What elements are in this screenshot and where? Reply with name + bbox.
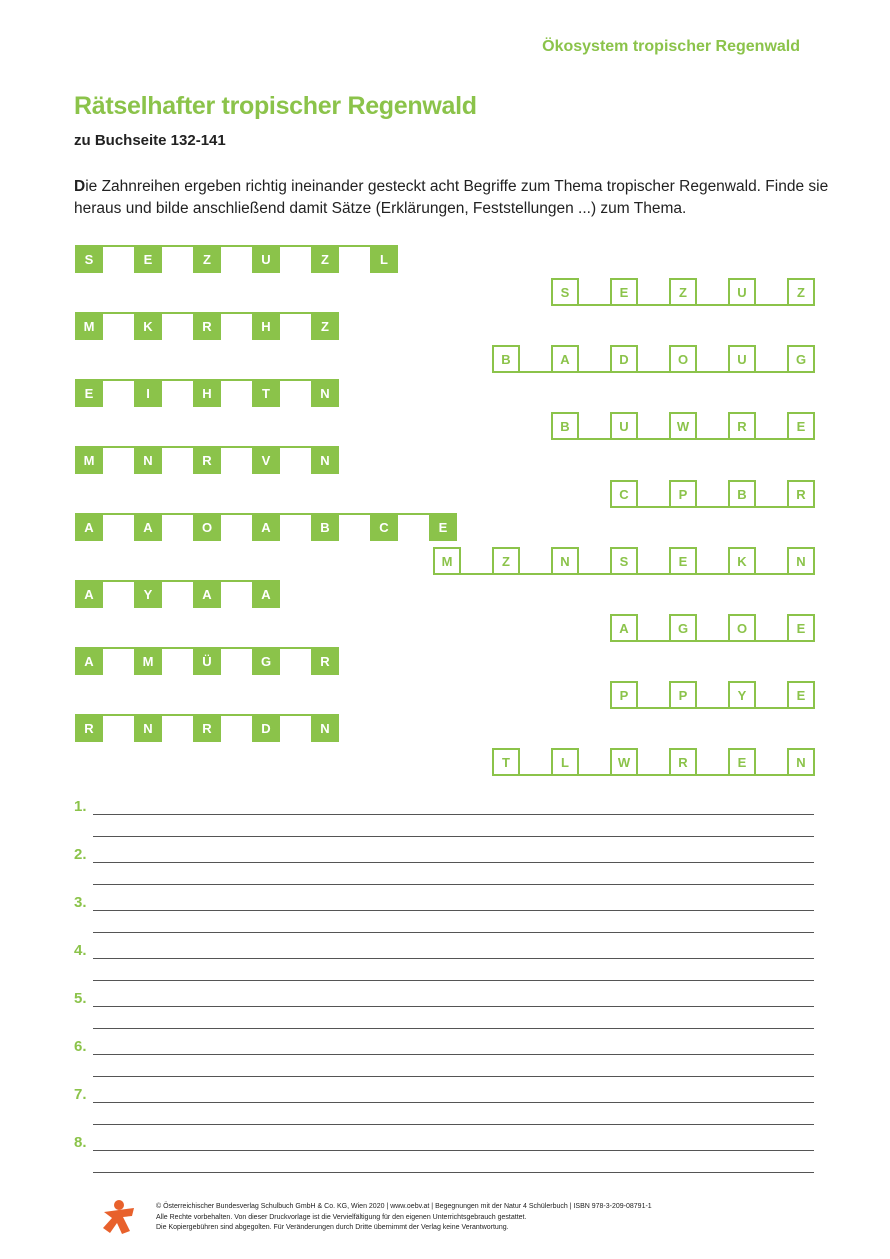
- left-letter-tile: S: [75, 245, 103, 273]
- answer-block: [74, 988, 814, 1036]
- left-letter-tile: U: [252, 245, 280, 273]
- left-letter-tile: A: [75, 647, 103, 675]
- right-letter-tile: U: [610, 412, 638, 440]
- right-letter-tile: O: [669, 345, 697, 373]
- right-row-connector: [610, 480, 815, 508]
- left-letter-tile: N: [311, 446, 339, 474]
- left-letter-tile: B: [311, 513, 339, 541]
- right-letter-tile: K: [728, 547, 756, 575]
- left-letter-tile: L: [370, 245, 398, 273]
- publisher-logo-icon: [100, 1198, 138, 1236]
- right-letter-tile: E: [787, 681, 815, 709]
- right-letter-tile: E: [728, 748, 756, 776]
- left-letter-tile: K: [134, 312, 162, 340]
- left-letter-tile: A: [75, 580, 103, 608]
- left-letter-tile: A: [252, 513, 280, 541]
- left-letter-tile: C: [370, 513, 398, 541]
- right-letter-tile: E: [787, 614, 815, 642]
- right-letter-tile: U: [728, 345, 756, 373]
- footer-copyright: © Österreichischer Bundesverlag Schulbuch GmbH & Co. KG, Wien 2020 | www.oebv.at | Begegnungen mit der Natur 4 Schülerbuch | ISBN 978-3-209-08791-1: [156, 1203, 652, 1210]
- right-row-connector: [551, 412, 815, 440]
- answer-block: [74, 796, 814, 844]
- instructions: [74, 176, 834, 220]
- right-letter-tile: U: [728, 278, 756, 306]
- answer-writing-line[interactable]: [93, 1172, 814, 1173]
- answer-writing-line[interactable]: [93, 980, 814, 981]
- answer-area: [74, 796, 814, 1180]
- left-letter-tile: A: [134, 513, 162, 541]
- right-letter-tile: E: [610, 278, 638, 306]
- left-letter-tile: R: [75, 714, 103, 742]
- answer-block: [74, 940, 814, 988]
- answer-number: 4.: [74, 942, 87, 959]
- left-letter-tile: A: [252, 580, 280, 608]
- left-letter-tile: H: [193, 379, 221, 407]
- right-row-connector: [433, 547, 815, 575]
- left-letter-tile: Z: [311, 312, 339, 340]
- right-letter-tile: T: [492, 748, 520, 776]
- right-row-connector: [551, 278, 815, 306]
- right-letter-tile: R: [787, 480, 815, 508]
- left-letter-tile: Y: [134, 580, 162, 608]
- answer-number: 5.: [74, 990, 87, 1007]
- right-letter-tile: E: [787, 412, 815, 440]
- right-letter-tile: Z: [669, 278, 697, 306]
- right-letter-tile: P: [669, 681, 697, 709]
- left-letter-tile: E: [429, 513, 457, 541]
- right-letter-tile: M: [433, 547, 461, 575]
- left-letter-tile: R: [193, 312, 221, 340]
- right-letter-tile: G: [787, 345, 815, 373]
- right-letter-tile: Y: [728, 681, 756, 709]
- worksheet-topic: Ökosystem tropischer Regenwald: [542, 38, 800, 55]
- left-letter-tile: G: [252, 647, 280, 675]
- answer-writing-line[interactable]: [93, 1124, 814, 1125]
- left-letter-tile: M: [75, 312, 103, 340]
- left-letter-tile: V: [252, 446, 280, 474]
- answer-writing-line[interactable]: [93, 1054, 814, 1055]
- left-letter-tile: I: [134, 379, 162, 407]
- answer-writing-line[interactable]: [93, 1006, 814, 1007]
- right-letter-tile: Z: [787, 278, 815, 306]
- answer-writing-line[interactable]: [93, 862, 814, 863]
- left-letter-tile: N: [134, 714, 162, 742]
- right-letter-tile: N: [787, 547, 815, 575]
- answer-writing-line[interactable]: [93, 932, 814, 933]
- right-letter-tile: B: [492, 345, 520, 373]
- right-letter-tile: Z: [492, 547, 520, 575]
- right-letter-tile: C: [610, 480, 638, 508]
- left-letter-tile: R: [193, 446, 221, 474]
- answer-writing-line[interactable]: [93, 1028, 814, 1029]
- left-row-connector: [75, 379, 339, 381]
- right-letter-tile: B: [728, 480, 756, 508]
- right-letter-tile: R: [669, 748, 697, 776]
- left-letter-tile: E: [75, 379, 103, 407]
- left-row-connector: [75, 513, 457, 515]
- left-row-connector: [75, 714, 339, 716]
- right-row-connector: [492, 345, 815, 373]
- answer-block: [74, 892, 814, 940]
- right-letter-tile: A: [610, 614, 638, 642]
- answer-writing-line[interactable]: [93, 1076, 814, 1077]
- left-row-connector: [75, 647, 339, 649]
- answer-writing-line[interactable]: [93, 814, 814, 815]
- answer-writing-line[interactable]: [93, 1150, 814, 1151]
- left-letter-tile: E: [134, 245, 162, 273]
- left-letter-tile: R: [311, 647, 339, 675]
- left-letter-tile: A: [75, 513, 103, 541]
- left-letter-tile: O: [193, 513, 221, 541]
- answer-block: [74, 844, 814, 892]
- right-row-connector: [492, 748, 815, 776]
- answer-number: 2.: [74, 846, 87, 863]
- left-letter-tile: R: [193, 714, 221, 742]
- left-letter-tile: N: [311, 379, 339, 407]
- page-reference: zu Buchseite 132-141: [74, 132, 226, 149]
- answer-writing-line[interactable]: [93, 958, 814, 959]
- left-letter-tile: Z: [311, 245, 339, 273]
- right-row-connector: [610, 614, 815, 642]
- right-letter-tile: P: [669, 480, 697, 508]
- footer-rights: Alle Rechte vorbehalten. Von dieser Druckvorlage ist die Vervielfältigung für den eigenen Unterrichtsgebrauch gestattet.: [156, 1213, 527, 1221]
- footer: [100, 1196, 820, 1236]
- instructions-initial: D: [74, 178, 86, 195]
- right-letter-tile: N: [551, 547, 579, 575]
- answer-block: [74, 1036, 814, 1084]
- left-letter-tile: T: [252, 379, 280, 407]
- instructions-text: ie Zahnreihen ergeben richtig ineinander gesteckt acht Begriffe zum Thema tropischer Regenwald. Finde sie heraus und bilde anschließend damit Sätze (Erklärungen, Feststellungen ...) zum Thema.: [74, 178, 829, 217]
- left-letter-tile: M: [134, 647, 162, 675]
- right-letter-tile: O: [728, 614, 756, 642]
- left-letter-tile: Z: [193, 245, 221, 273]
- answer-number: 3.: [74, 894, 87, 911]
- answer-writing-line[interactable]: [93, 910, 814, 911]
- answer-number: 8.: [74, 1134, 87, 1151]
- answer-number: 1.: [74, 798, 87, 815]
- left-letter-tile: A: [193, 580, 221, 608]
- page-title: Rätselhafter tropischer Regenwald: [74, 92, 477, 120]
- answer-writing-line[interactable]: [93, 1102, 814, 1103]
- answer-number: 7.: [74, 1086, 87, 1103]
- right-letter-tile: G: [669, 614, 697, 642]
- right-letter-tile: S: [551, 278, 579, 306]
- left-row-connector: [75, 580, 280, 582]
- footer-disclaimer: Die Kopiergebühren sind abgegolten. Für Veränderungen durch Dritte übernimmt der Verlag keine Verantwortung.: [156, 1224, 509, 1231]
- right-letter-tile: L: [551, 748, 579, 776]
- left-row-connector: [75, 446, 339, 448]
- left-letter-tile: D: [252, 714, 280, 742]
- answer-writing-line[interactable]: [93, 884, 814, 885]
- left-letter-tile: N: [134, 446, 162, 474]
- answer-writing-line[interactable]: [93, 836, 814, 837]
- left-letter-tile: Ü: [193, 647, 221, 675]
- left-letter-tile: H: [252, 312, 280, 340]
- right-letter-tile: D: [610, 345, 638, 373]
- left-row-connector: [75, 312, 339, 314]
- left-letter-tile: N: [311, 714, 339, 742]
- right-letter-tile: N: [787, 748, 815, 776]
- right-letter-tile: W: [610, 748, 638, 776]
- right-letter-tile: S: [610, 547, 638, 575]
- right-letter-tile: R: [728, 412, 756, 440]
- right-letter-tile: E: [669, 547, 697, 575]
- right-letter-tile: B: [551, 412, 579, 440]
- left-letter-tile: M: [75, 446, 103, 474]
- answer-number: 6.: [74, 1038, 87, 1055]
- right-letter-tile: A: [551, 345, 579, 373]
- answer-block: [74, 1132, 814, 1180]
- answer-block: [74, 1084, 814, 1132]
- right-row-connector: [610, 681, 815, 709]
- right-letter-tile: W: [669, 412, 697, 440]
- left-row-connector: [75, 245, 398, 247]
- right-letter-tile: P: [610, 681, 638, 709]
